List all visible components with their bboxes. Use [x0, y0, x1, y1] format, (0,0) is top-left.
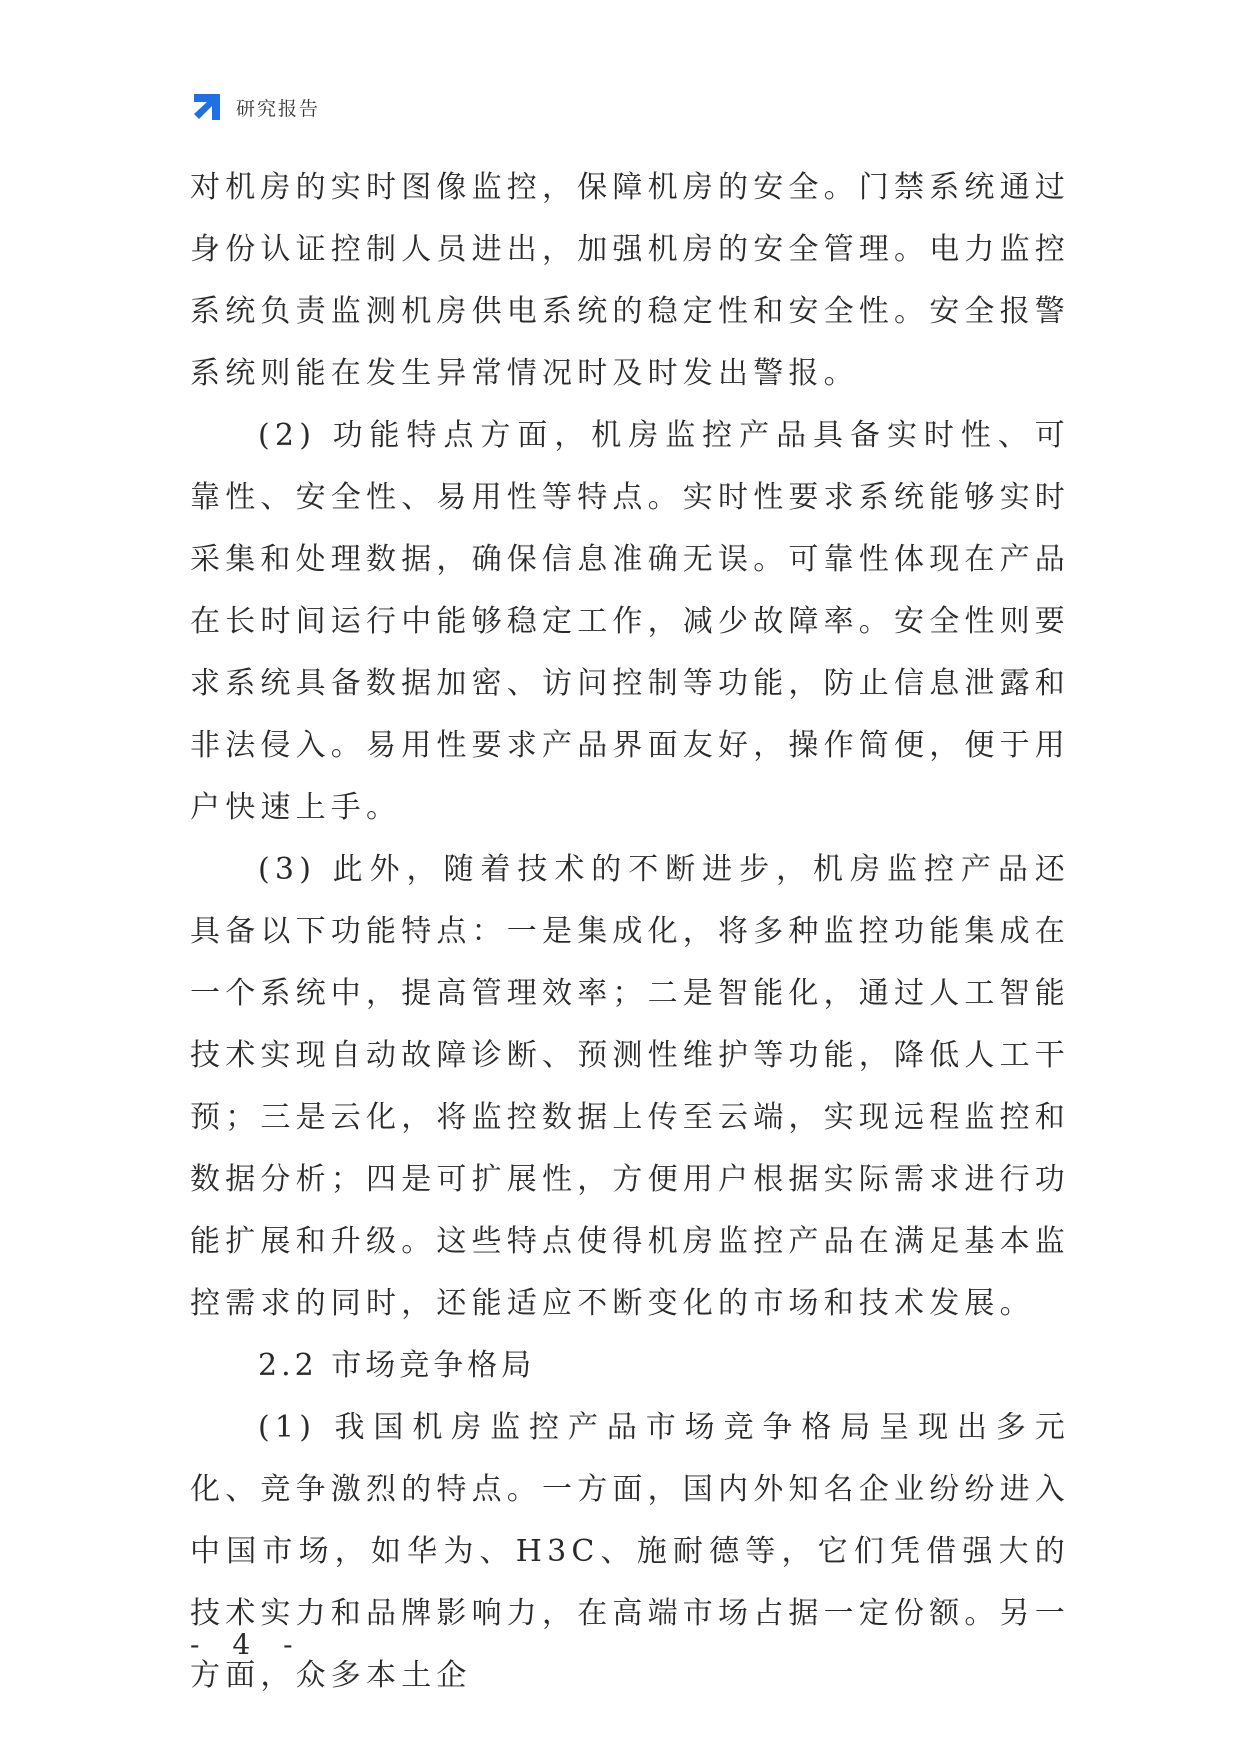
paragraph-market-competition: (1) 我国机房监控产品市场竞争格局呈现出多元化、竞争激烈的特点。一方面，国内外知名企业纷纷进入中国市场，如华为、H3C、施耐德等，它们凭借强大的技术实力和品牌影响力，在高端市场占据一定份额。另一方面，众多本土企: [190, 1410, 1070, 1693]
section-heading: 2.2 市场竞争格局: [258, 1348, 536, 1383]
paragraph-continuation: 对机房的实时图像监控，保障机房的安全。门禁系统通过身份认证控制人员进出，加强机房的安全管理。电力监控系统负责监测机房供电系统的稳定性和安全性。安全报警系统则能在发生异常情况时及时发出警报。: [190, 170, 1070, 391]
document-body: [190, 157, 1070, 1707]
page-number: - 4 -: [190, 1628, 305, 1661]
arrow-up-right-icon: [190, 90, 224, 124]
paragraph-features: (2) 功能特点方面，机房监控产品具备实时性、可靠性、安全性、易用性等特点。实时性要求系统能够实时采集和处理数据，确保信息准确无误。可靠性体现在产品在长时间运行中能够稳定工作，减少故障率。安全性则要求系统具备数据加密、访问控制等功能，防止信息泄露和非法侵入。易用性要求产品界面友好，操作简便，便于用户快速上手。: [190, 418, 1070, 825]
paragraph-advanced-features: (3) 此外，随着技术的不断进步，机房监控产品还具备以下功能特点：一是集成化，将多种监控功能集成在一个系统中，提高管理效率；二是智能化，通过人工智能技术实现自动故障诊断、预测性维护等功能，降低人工干预；三是云化，将监控数据上传至云端，实现远程监控和数据分析；四是可扩展性，方便用户根据实际需求进行功能扩展和升级。这些特点使得机房监控产品在满足基本监控需求的同时，还能适应不断变化的市场和技术发展。: [190, 852, 1070, 1321]
report-header: [190, 90, 320, 124]
header-title: 研究报告: [236, 97, 321, 120]
